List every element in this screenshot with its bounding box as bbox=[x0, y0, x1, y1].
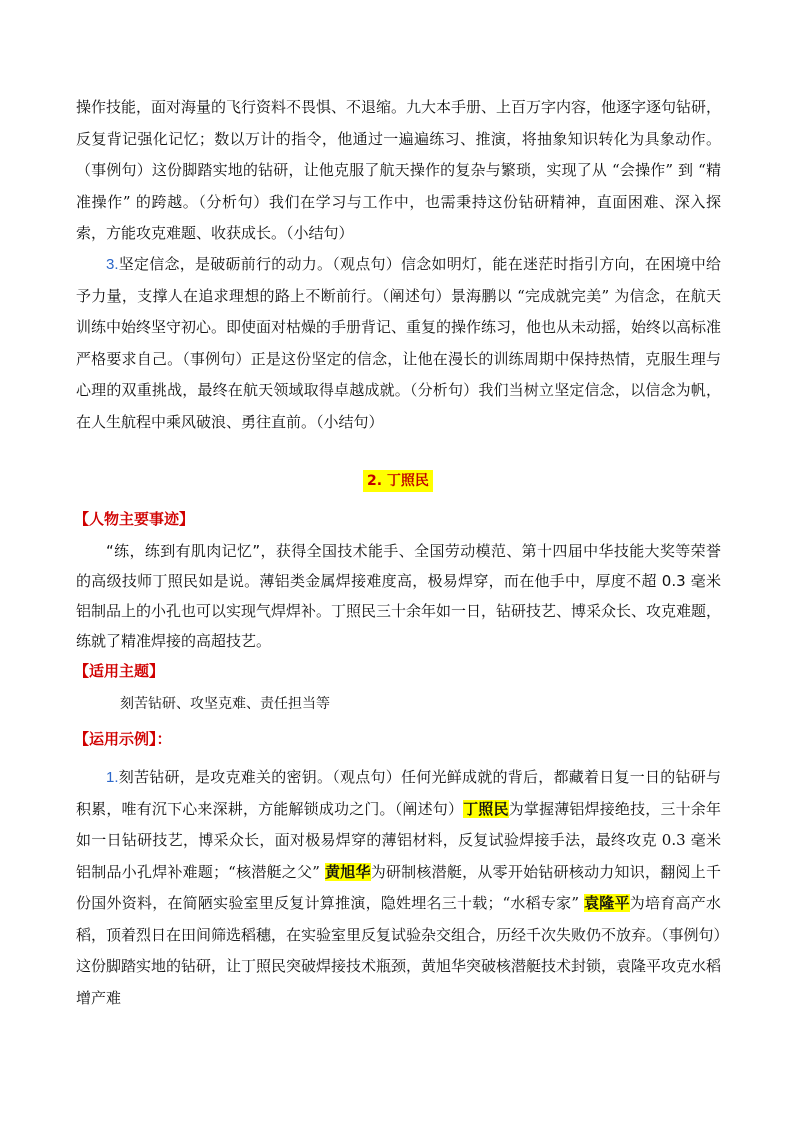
main-deeds-text: “练，练到有肌肉记忆”，获得全国技术能手、全国劳动模范、第十四届中华技能大奖等荣誉的高级技师丁照民如是说。薄铝类金属焊接难度高，极易焊穿，而在他手中，厚度不超 0.3 毫米铝制品上的小孔也可以实现气焊焊补。丁照民三十余年如一日，钻研技艺、博采众长、攻克难题，练就了精准焊接的高超技艺。 bbox=[76, 542, 722, 650]
example-text-b: 为掌握薄铝焊接绝技，三十余年如一日钻研技艺，博采众长，面对极易焊穿的薄铝材料，反复试验焊接手法，最终攻克 0.3 毫米铝制品小孔焊补难题；“核潜艇之父” bbox=[76, 799, 721, 881]
examples-heading: 【运用示例】： bbox=[74, 730, 172, 748]
point-number: 3. bbox=[106, 256, 119, 273]
highlighted-name: 黄旭华 bbox=[324, 862, 371, 881]
example-number: 1. bbox=[106, 769, 119, 786]
example-1-paragraph bbox=[76, 762, 721, 1014]
example-text-c: 为研制核潜艇，从零开始钻研核动力知识，翻阅上千份国外资料，在简陋实验室里反复计算推演，隐姓埋名三十载；“水稻专家” bbox=[76, 862, 721, 912]
person-title: 2. 丁照民 bbox=[363, 470, 433, 492]
themes-heading: 【适用主题】 bbox=[74, 662, 165, 680]
themes-text: 刻苦钻研、攻坚克难、责任担当等 bbox=[120, 696, 330, 712]
paragraph-point-3 bbox=[76, 249, 721, 438]
highlighted-name: 丁照民 bbox=[463, 799, 509, 818]
paragraph-text: 操作技能，面对海量的飞行资料不畏惧、不退缩。九大本手册、上百万字内容，他逐字逐句钻研，反复背记强化记忆；数以万计的指令，他通过一遍遍练习、推演，将抽象知识转化为具象动作。（事例句）这份脚踏实地的钻研，让他克服了航天操作的复杂与繁琐，实现了从 “会操作” 到 “精准操作” 的跨越。（分析句）我们在学习与工作中，也需秉持这份钻研精神，直面困难、深入探索，方能攻克难题、收获成长。（小结句） bbox=[76, 98, 722, 242]
paragraph-text: 坚定信念，是破砺前行的动力。（观点句）信念如明灯，能在迷茫时指引方向，在困境中给予力量，支撑人在追求理想的路上不断前行。（阐述句）景海鹏以 “完成就完美” 为信念，在航天训练中始终坚守初心。即使面对枯燥的手册背记、重复的操作练习，他也从未动摇，始终以高标准严格要求自己。（事例句）正是这份坚定的信念，让他在漫长的训练周期中保持热情，克服生理与心理的双重挑战，最终在航天领域取得卓越成就。（分析句）我们当树立坚定信念，以信念为帆，在人生航程中乘风破浪、勇往直前。（小结句） bbox=[76, 255, 722, 431]
highlighted-name: 袁隆平 bbox=[584, 894, 630, 912]
main-deeds-heading: 【人物主要事迹】 bbox=[74, 510, 195, 528]
paragraph-continued bbox=[76, 92, 721, 250]
example-text-d: 为培育高产水稻，顶着烈日在田间筛选稻穗，在实验室里反复试验杂交组合，历经千次失败仍不放弃。（事例句）这份脚踏实地的钻研，让丁照民突破焊接技术瓶颈，黄旭华突破核潜艇技术封锁，袁隆平攻克水稻增产难 bbox=[76, 894, 722, 1007]
example-text-a: 刻苦钻研，是攻克难关的密钥。（观点句）任何光鲜成就的背后，都藏着日复一日的钻研与积累，唯有沉下心来深耕，方能解锁成功之门。（阐述句） bbox=[76, 768, 721, 818]
